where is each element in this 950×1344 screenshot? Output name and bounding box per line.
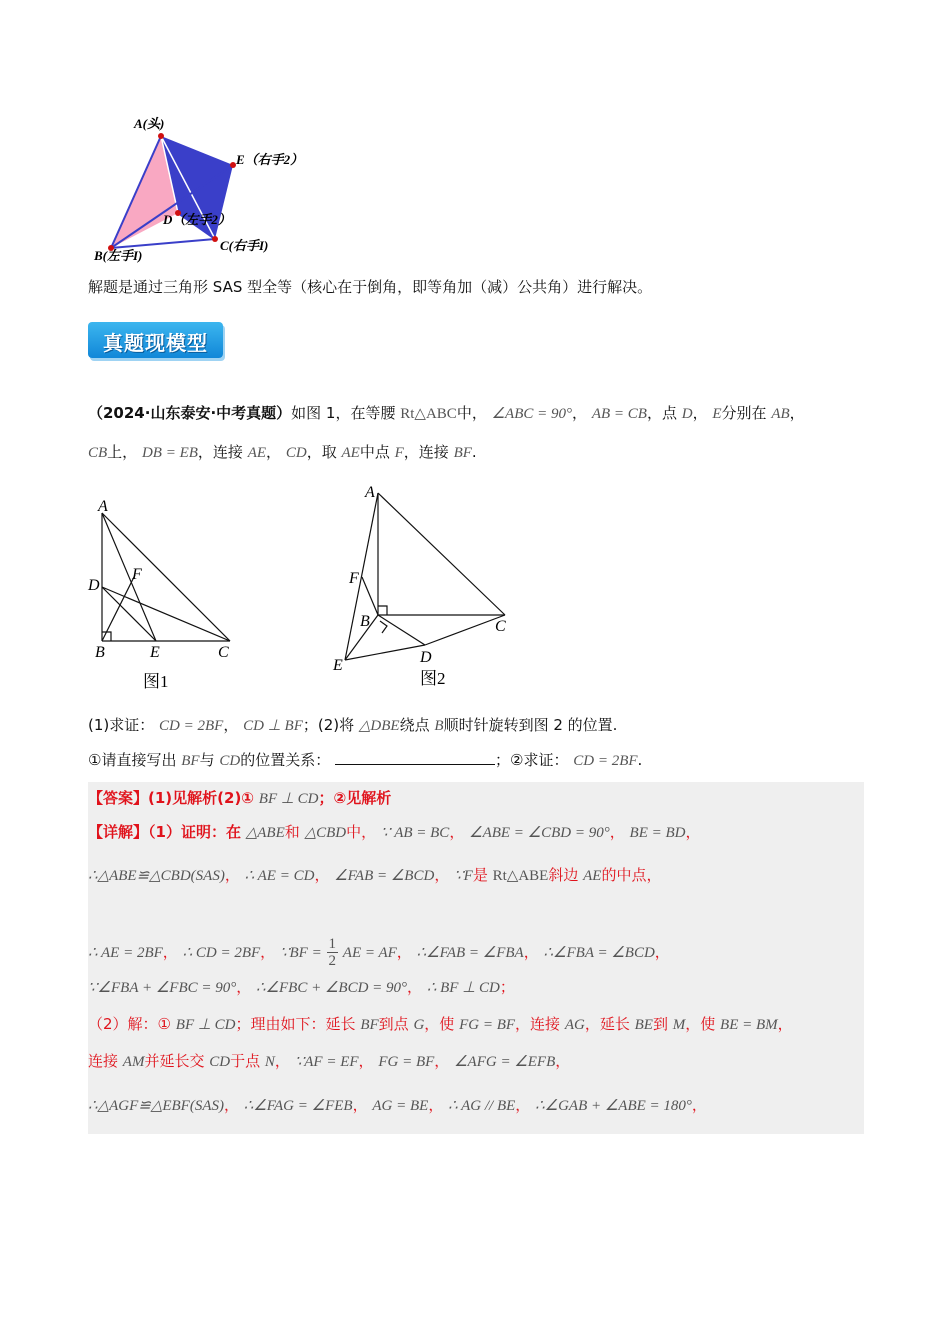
text: ，连接 — [515, 1015, 561, 1033]
point-c — [212, 236, 218, 242]
fig2-caption: 图2 — [420, 669, 446, 688]
text: ， — [609, 823, 625, 841]
text: 中点 — [359, 443, 390, 461]
section-banner — [88, 322, 223, 358]
math-e: E — [712, 406, 722, 422]
text: ； — [499, 978, 515, 996]
seg-ae — [102, 513, 156, 641]
math-rt-abc: Rt△ABC — [400, 406, 457, 422]
detail-line-1 — [88, 821, 701, 844]
fraction-numerator: 1 — [328, 936, 336, 952]
fig2-label-a: A — [365, 484, 375, 501]
math-angle-abc: ∠ABC = 90° — [491, 406, 573, 422]
text: ， — [434, 1052, 450, 1070]
text: 于点 — [230, 1052, 261, 1070]
text: ，使 — [685, 1015, 716, 1033]
math: ∴ AE = CD — [244, 868, 315, 884]
math-d: D — [681, 406, 693, 422]
math: ∴∠FBC + ∠BCD = 90° — [256, 980, 408, 996]
text: ， — [407, 978, 423, 996]
math: CD — [219, 753, 241, 769]
text: 并延长交 — [144, 1052, 205, 1070]
math: AE = AF — [342, 945, 397, 961]
text: 中， — [346, 823, 377, 841]
text: ， — [223, 716, 239, 734]
text: ，连接 — [403, 443, 449, 461]
fig2-label-d: D — [420, 649, 432, 666]
detail-line-7 — [88, 1094, 707, 1117]
text: 上， — [107, 443, 138, 461]
answer-blank[interactable] — [335, 750, 495, 765]
math: B — [434, 718, 444, 734]
right-angle-mark-2 — [380, 621, 387, 633]
fig1-label-c: C — [218, 644, 229, 661]
point-a — [158, 133, 164, 139]
text: 斜边 — [548, 866, 579, 884]
math: AG — [564, 1017, 585, 1033]
question-2 — [88, 749, 642, 772]
text: ， — [266, 443, 282, 461]
text: 绕点 — [399, 716, 430, 734]
math: ∵F — [454, 868, 473, 884]
text: ， — [428, 1096, 444, 1114]
text: ， — [236, 978, 252, 996]
text: 到 — [652, 1015, 668, 1033]
text: ；②见解析 — [318, 789, 392, 807]
fig2-label-e: E — [333, 657, 343, 674]
math-ab-cb: AB = CB — [591, 406, 647, 422]
text: ， — [555, 1052, 571, 1070]
math: BF ⊥ CD — [258, 791, 319, 807]
fig1-label-d: D — [88, 577, 100, 594]
math: G — [413, 1017, 425, 1033]
text: . — [637, 751, 643, 769]
math: ∴∠FAG = ∠FEB — [243, 1098, 353, 1114]
text: 的位置关系： — [240, 751, 331, 769]
math-bf: BF — [453, 445, 472, 461]
seg-dc — [102, 587, 230, 641]
math: △CBD — [304, 825, 347, 841]
label-e: E（右手2） — [236, 152, 304, 167]
text: 的中点， — [601, 866, 662, 884]
math: ∠ABE = ∠CBD = 90° — [469, 825, 610, 841]
text: ①请直接写出 — [88, 751, 177, 769]
seg-de — [102, 587, 156, 641]
text: ，延长 — [584, 1015, 630, 1033]
math: ∵∠FBA + ∠FBC = 90° — [88, 980, 237, 996]
text: 到点 — [378, 1015, 409, 1033]
math-cd: CD — [285, 445, 307, 461]
text: ， — [777, 1015, 793, 1033]
math: Rt△ABE — [492, 868, 549, 884]
text: ， — [572, 404, 588, 422]
right-angle-mark-1 — [378, 606, 387, 615]
text: ， — [223, 1096, 239, 1114]
math: ∵AF = EF — [294, 1054, 359, 1070]
math: FG = BF — [459, 1017, 516, 1033]
text: ， — [274, 1052, 290, 1070]
hand-model-figure — [88, 110, 348, 270]
math: CD ⊥ BF — [243, 718, 303, 734]
text: 和 — [284, 823, 300, 841]
text: ；(2)将 — [302, 716, 355, 734]
text: ， — [691, 1096, 707, 1114]
math: ∴ CD = 2BF — [182, 945, 261, 961]
text: ， — [654, 943, 670, 961]
math: ∵ AB = BC — [380, 825, 450, 841]
problem-source: （2024·山东泰安·中考真题） — [88, 404, 292, 422]
math-ae: AE — [247, 445, 267, 461]
math: △DBE — [358, 718, 400, 734]
answer-label: 【答案】(1)见解析(2)① — [88, 789, 254, 807]
math-f: F — [394, 445, 404, 461]
text: ，点 — [646, 404, 677, 422]
label-c: C(右手I) — [220, 238, 269, 253]
math: ∵BF = — [279, 945, 322, 961]
problem-line-2 — [88, 441, 477, 464]
detail-line-5 — [88, 1013, 793, 1036]
text: ， — [162, 943, 178, 961]
seg-fb — [362, 577, 378, 615]
text: ， — [523, 943, 539, 961]
math: BE = BM — [720, 1017, 778, 1033]
fig1-label-e: E — [150, 644, 160, 661]
text: ，连接 — [197, 443, 243, 461]
math: BF — [360, 1017, 379, 1033]
math: BF — [181, 753, 200, 769]
math-ab: AB — [771, 406, 790, 422]
math: ∴∠GAB + ∠ABE = 180° — [535, 1098, 692, 1114]
math: ∴∠FAB = ∠FBA — [416, 945, 524, 961]
detail-line-2 — [88, 864, 661, 887]
intro-text: 解题是通过三角形 SAS 型全等（核心在于倒角，即等角加（减）公共角）进行解决。 — [88, 278, 653, 296]
fig2-label-b: B — [360, 613, 370, 630]
math: ∴ AE = 2BF — [88, 945, 163, 961]
math-ae: AE — [341, 445, 360, 461]
detail-label: 【详解】（1）证明：在 — [88, 823, 241, 841]
text: ，使 — [424, 1015, 455, 1033]
text: ， — [434, 866, 450, 884]
text: ， — [314, 866, 330, 884]
text: ；理由如下：延长 — [235, 1015, 356, 1033]
math: AM — [122, 1054, 145, 1070]
text: ， — [692, 404, 708, 422]
text: 中， — [456, 404, 487, 422]
text: 与 — [199, 751, 215, 769]
math: ∴△ABE≌△CBD(SAS) — [88, 868, 225, 884]
text: ， — [789, 404, 805, 422]
detail-line-6 — [88, 1050, 570, 1073]
fig1-label-a: A — [98, 498, 108, 515]
fig1-caption: 图1 — [143, 672, 169, 691]
figure-1 — [80, 495, 255, 695]
segment-bc — [111, 239, 215, 248]
text: ， — [260, 943, 276, 961]
question-1 — [88, 714, 617, 737]
math: M — [672, 1017, 686, 1033]
text: 分别在 — [721, 404, 767, 422]
math: AG = BE — [372, 1098, 429, 1114]
fig1-label-b: B — [95, 644, 105, 661]
detail-line-3 — [88, 932, 670, 972]
math: N — [264, 1054, 275, 1070]
text: ， — [358, 1052, 374, 1070]
math-cb: CB — [88, 445, 108, 461]
text: ， — [449, 823, 465, 841]
label-a: A(头) — [134, 116, 165, 131]
math-db-eb: DB = EB — [141, 445, 198, 461]
math: ∴△AGF≌△EBF(SAS) — [88, 1098, 224, 1114]
math: ∴ AG // BE — [448, 1098, 516, 1114]
seg-ed — [345, 645, 425, 660]
math: CD = 2BF — [159, 718, 224, 734]
fig2-label-c: C — [495, 618, 506, 635]
text: (1)求证： — [88, 716, 155, 734]
problem-line-1 — [88, 402, 805, 425]
math: ∠AFG = ∠EFB — [454, 1054, 556, 1070]
seg-ac — [102, 513, 230, 641]
math: BE — [634, 1017, 653, 1033]
fig2-label-f: F — [349, 570, 359, 587]
math: CD — [209, 1054, 231, 1070]
answer-line — [88, 787, 391, 810]
text: . — [471, 443, 477, 461]
right-angle-mark — [102, 632, 111, 641]
text: （2）解：① — [88, 1015, 171, 1033]
text: 是 — [472, 866, 488, 884]
label-d: D（左手2） — [163, 212, 231, 227]
seg-bf — [102, 575, 135, 641]
math: BF ⊥ CD — [175, 1017, 236, 1033]
math: BE = BD — [629, 825, 686, 841]
text: ， — [396, 943, 412, 961]
math: AE — [583, 868, 602, 884]
text: ；②求证： — [495, 751, 569, 769]
detail-line-4 — [88, 976, 515, 999]
banner-title: 真题现模型 — [103, 331, 208, 355]
text: ，取 — [306, 443, 337, 461]
seg-dc — [425, 615, 505, 645]
label-b: B(左手I) — [94, 248, 143, 263]
seg-ac — [378, 493, 505, 615]
fraction-denominator: 2 — [328, 953, 336, 969]
fig1-label-f: F — [132, 566, 142, 583]
math: △ABE — [245, 825, 285, 841]
text: ， — [224, 866, 240, 884]
math: FG = BF — [378, 1054, 435, 1070]
text: ， — [685, 823, 701, 841]
math: ∠FAB = ∠BCD — [334, 868, 435, 884]
figure-2 — [325, 480, 525, 695]
text: 连接 — [88, 1052, 119, 1070]
math: CD = 2BF — [573, 753, 638, 769]
seg-bd — [378, 615, 425, 645]
text: 如图 1，在等腰 — [291, 404, 396, 422]
text: ， — [352, 1096, 368, 1114]
fraction-one-half — [327, 936, 339, 969]
math: ∴∠FBA = ∠BCD — [543, 945, 655, 961]
math: ∴ BF ⊥ CD — [426, 980, 500, 996]
text: ， — [515, 1096, 531, 1114]
text: 顺时针旋转到图 2 的位置. — [443, 716, 618, 734]
